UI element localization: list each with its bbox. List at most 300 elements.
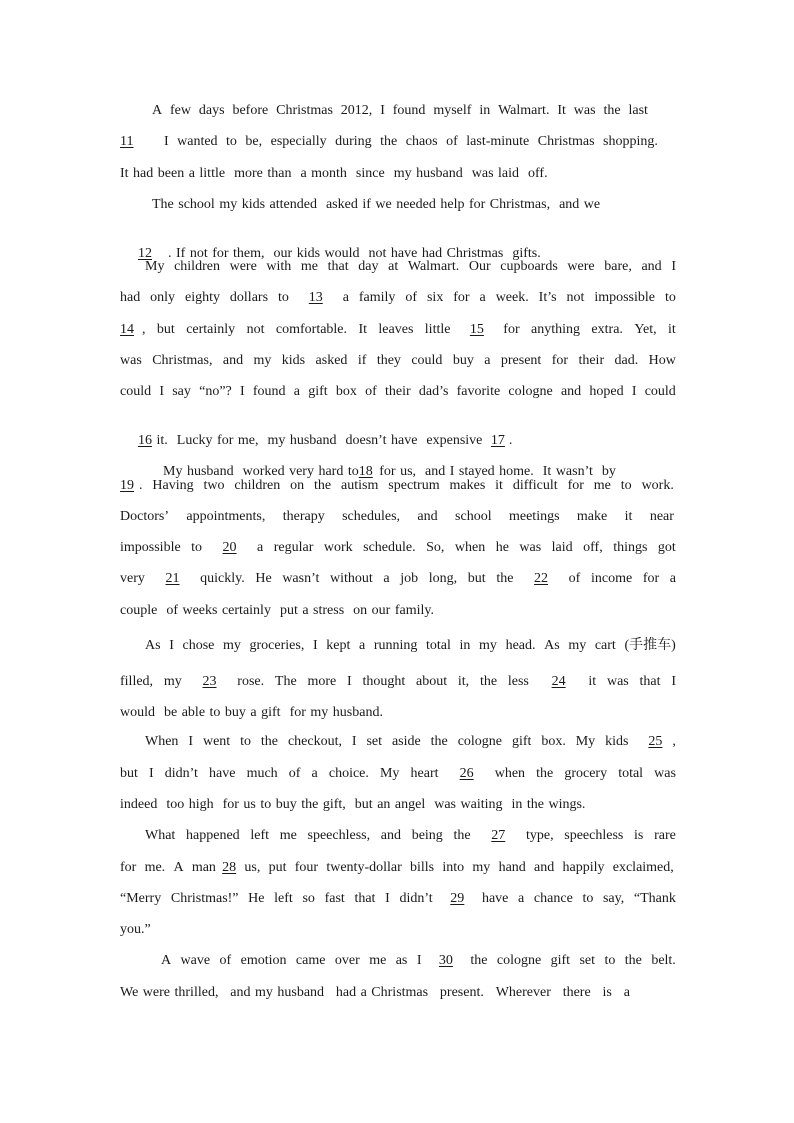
word: appointments, <box>186 509 266 524</box>
word: but <box>467 571 486 586</box>
word: kept <box>326 638 351 653</box>
word: could <box>120 384 152 399</box>
word: was <box>519 540 542 555</box>
blank-number: 21 <box>165 571 180 586</box>
blank-number: 22 <box>534 571 549 586</box>
word: could <box>411 353 443 368</box>
text-line <box>120 352 676 370</box>
word: “Thank <box>633 891 676 906</box>
word: more <box>307 674 337 689</box>
word: me <box>300 259 319 274</box>
word: dad’s <box>418 384 449 399</box>
blank-number: 28 <box>222 860 237 875</box>
word: the <box>430 734 448 749</box>
word: didn’t <box>164 766 198 781</box>
word: and <box>560 384 582 399</box>
word: (手推车) <box>624 638 676 653</box>
word: chaos <box>405 134 438 149</box>
word: total <box>426 638 451 653</box>
word: twenty-dollar <box>326 860 402 875</box>
word: my <box>223 638 241 653</box>
word: bare, <box>604 259 632 274</box>
word: head. <box>505 638 536 653</box>
word: near <box>649 509 674 524</box>
word: could <box>644 384 676 399</box>
word: the <box>314 478 332 493</box>
word: speechless, <box>307 828 371 843</box>
word: Christmas!” <box>170 891 239 906</box>
word: their <box>384 384 411 399</box>
word: into <box>442 860 465 875</box>
word: chance <box>533 891 573 906</box>
word: I <box>671 674 676 689</box>
word: I <box>239 384 245 399</box>
text-line <box>120 859 674 877</box>
word: my <box>472 860 491 875</box>
blank-number: 25 <box>648 734 663 749</box>
word: didn’t <box>399 891 433 906</box>
text-line <box>120 984 630 1002</box>
text-line <box>120 890 676 908</box>
word: of <box>446 134 458 149</box>
word: therapy <box>282 509 325 524</box>
word: six <box>426 290 444 305</box>
word: exclaimed, <box>612 860 674 875</box>
word: and <box>222 353 244 368</box>
word: found <box>392 103 426 118</box>
word: went <box>202 734 231 749</box>
word: rose. <box>237 674 265 689</box>
word: It <box>557 103 566 118</box>
word: were <box>229 259 257 274</box>
word: say, <box>602 891 625 906</box>
word: the <box>603 103 621 118</box>
word: is <box>602 985 612 1000</box>
blank-number: 18 <box>358 464 373 479</box>
sentence: My husband worked very hard to <box>163 464 359 479</box>
word: gift <box>550 953 571 968</box>
word: before <box>232 103 269 118</box>
word: in <box>459 638 471 653</box>
word: aside <box>391 734 421 749</box>
word: present. <box>439 985 484 1000</box>
word: have <box>481 891 509 906</box>
word: 2012, <box>340 103 373 118</box>
word: to <box>191 540 203 555</box>
word: How <box>648 353 676 368</box>
word: last-minute <box>466 134 530 149</box>
word: so <box>302 891 315 906</box>
word: a <box>484 353 491 368</box>
word: it <box>588 674 597 689</box>
word: I <box>188 734 194 749</box>
word: chose <box>182 638 215 653</box>
word: wave <box>180 953 211 968</box>
word: for <box>503 322 520 337</box>
punctuation: , <box>142 322 146 337</box>
word: gift <box>308 384 328 399</box>
word: shopping. <box>603 134 658 149</box>
word: Our <box>468 259 491 274</box>
word: belt. <box>651 953 676 968</box>
word: impossible <box>120 540 181 555</box>
word: comfortable. <box>275 322 348 337</box>
word: speechless <box>564 828 624 843</box>
word: thought <box>362 674 406 689</box>
word: left <box>250 828 270 843</box>
word: gift <box>511 734 532 749</box>
word: when <box>494 766 526 781</box>
word: of <box>568 571 581 586</box>
text-line <box>120 765 676 783</box>
word: is <box>634 828 644 843</box>
word: running <box>373 638 418 653</box>
word: leaves <box>378 322 414 337</box>
word: was <box>573 103 596 118</box>
word: “Merry <box>120 891 162 906</box>
word: man <box>191 860 216 875</box>
word: for <box>567 478 584 493</box>
word: kids <box>605 734 629 749</box>
text-line <box>145 258 676 276</box>
text-line <box>120 477 674 495</box>
word: was <box>606 674 629 689</box>
word: regular <box>273 540 314 555</box>
word: of <box>219 953 232 968</box>
word: I <box>380 103 385 118</box>
blank-number: 27 <box>491 828 506 843</box>
word: for <box>642 571 660 586</box>
blank-group <box>120 477 143 495</box>
word: The <box>274 674 297 689</box>
word: set <box>579 953 596 968</box>
word: the <box>624 953 642 968</box>
word: their <box>578 353 605 368</box>
word: Doctors’ <box>120 509 169 524</box>
word: it <box>495 478 503 493</box>
word: but <box>156 322 175 337</box>
word: last <box>628 103 648 118</box>
word: that <box>354 891 376 906</box>
word: being <box>411 828 443 843</box>
word: me <box>279 828 297 843</box>
word: say <box>172 384 191 399</box>
text-line <box>161 952 676 970</box>
word: and <box>417 509 438 524</box>
word: dollars <box>229 290 269 305</box>
word: Christmas, <box>152 353 213 368</box>
word: laid <box>551 540 573 555</box>
word: me <box>593 478 611 493</box>
word: the <box>479 674 498 689</box>
word: long, <box>428 571 458 586</box>
word: Christmas <box>537 134 595 149</box>
word: my <box>253 353 272 368</box>
word: as <box>395 953 408 968</box>
word: few <box>170 103 192 118</box>
word: a <box>342 290 349 305</box>
word: over <box>334 953 360 968</box>
word: of <box>288 766 301 781</box>
text-line <box>145 827 676 845</box>
word: to <box>277 290 289 305</box>
word: fast <box>324 891 345 906</box>
word: anything <box>531 322 581 337</box>
word: hoped <box>589 384 624 399</box>
word: for <box>120 860 137 875</box>
word: it <box>668 322 676 337</box>
word: box. <box>541 734 566 749</box>
word: When <box>145 734 179 749</box>
text-line <box>152 102 648 120</box>
word: to <box>240 734 251 749</box>
word: it <box>624 509 633 524</box>
word: rare <box>654 828 676 843</box>
word: cologne <box>508 384 553 399</box>
blank-number: 23 <box>202 674 217 689</box>
blank-number: 12 <box>138 246 152 261</box>
word: work <box>323 540 353 555</box>
word: got <box>657 540 676 555</box>
word: to <box>582 891 594 906</box>
word: to <box>620 478 632 493</box>
word: My <box>575 734 596 749</box>
word: cart <box>594 638 616 653</box>
word: I <box>159 384 164 399</box>
word: certainly <box>186 322 236 337</box>
text-line <box>120 321 676 339</box>
blank-number: 30 <box>438 953 453 968</box>
text-line <box>120 673 676 691</box>
word: schedules, <box>342 509 401 524</box>
punctuation: , <box>672 734 676 749</box>
word: “no”? <box>199 384 232 399</box>
word: filled, <box>120 674 154 689</box>
text-line <box>145 637 676 655</box>
word: little <box>424 322 451 337</box>
word: A <box>152 103 163 118</box>
text-line: It had been a little more than a month since my husband was laid off. <box>120 166 548 181</box>
word: of <box>405 290 418 305</box>
word: Yet, <box>634 322 657 337</box>
word: when <box>454 540 486 555</box>
word: Wherever <box>495 985 551 1000</box>
word: I <box>148 766 154 781</box>
blank-number: 24 <box>551 674 566 689</box>
word: me <box>369 953 387 968</box>
word: only <box>150 290 176 305</box>
word: type, <box>525 828 554 843</box>
word: work. <box>641 478 674 493</box>
blank-number: 15 <box>469 322 484 337</box>
text-line <box>120 539 676 557</box>
word: checkout, <box>287 734 342 749</box>
word: be, <box>245 134 263 149</box>
word: and my husband <box>230 985 325 1000</box>
word: I <box>671 259 676 274</box>
word: he <box>495 540 509 555</box>
word: without <box>330 571 373 586</box>
word: that <box>327 259 349 274</box>
word: bills <box>410 860 435 875</box>
word: a <box>479 290 486 305</box>
word: asked <box>315 353 348 368</box>
word: for <box>453 290 470 305</box>
word: of <box>365 384 377 399</box>
word: a <box>257 540 264 555</box>
blank-number: 14 <box>120 322 134 337</box>
word: to <box>664 290 676 305</box>
word: cologne <box>457 734 503 749</box>
word: I <box>416 953 422 968</box>
text-line <box>145 733 676 751</box>
blank-group <box>120 321 146 339</box>
word: a <box>669 571 676 586</box>
word: day <box>358 259 379 274</box>
word: my <box>568 638 587 653</box>
word: the <box>470 953 488 968</box>
word: if <box>357 353 367 368</box>
word: a <box>383 571 390 586</box>
word: four <box>294 860 319 875</box>
word: choice. <box>328 766 369 781</box>
word: set <box>366 734 383 749</box>
word: groceries, <box>249 638 305 653</box>
text-line <box>120 570 676 588</box>
word: He <box>248 891 265 906</box>
word: children <box>234 478 281 493</box>
text-line: couple of weeks certainly put a stress on our family. <box>120 603 434 618</box>
word: wasn’t <box>282 571 320 586</box>
word: I <box>351 734 357 749</box>
word: in <box>479 103 491 118</box>
word: a <box>358 638 366 653</box>
word: my <box>163 674 182 689</box>
punctuation: . <box>508 433 513 448</box>
word: there <box>562 985 591 1000</box>
blank-group <box>638 733 676 751</box>
word: had a Christmas <box>335 985 429 1000</box>
word: found <box>252 384 286 399</box>
blank-number: 17 <box>490 433 505 448</box>
word: and <box>380 828 401 843</box>
word: extra. <box>591 322 623 337</box>
word: myself <box>433 103 472 118</box>
word: Walmart. <box>498 103 550 118</box>
word: income <box>590 571 633 586</box>
word: Walmart. <box>407 259 460 274</box>
word: emotion <box>240 953 287 968</box>
word: the <box>536 766 554 781</box>
word: cupboards <box>500 259 558 274</box>
text-line <box>120 383 676 401</box>
text-line <box>120 133 658 151</box>
word: especially <box>270 134 327 149</box>
word: favorite <box>456 384 501 399</box>
word: the <box>260 734 279 749</box>
word: had <box>120 290 141 305</box>
word: wanted <box>177 134 218 149</box>
text-line <box>120 289 676 307</box>
word: my <box>479 638 497 653</box>
word: As <box>145 638 161 653</box>
word: happened <box>186 828 240 843</box>
word: the <box>453 828 471 843</box>
word: and <box>534 860 555 875</box>
word: Christmas <box>276 103 333 118</box>
word: eighty <box>184 290 220 305</box>
word: were <box>567 259 595 274</box>
word: job <box>400 571 419 586</box>
word: much <box>246 766 278 781</box>
word: two <box>203 478 225 493</box>
word: My <box>145 259 165 274</box>
word: I <box>169 638 174 653</box>
word: I <box>346 674 352 689</box>
word: He <box>255 571 272 586</box>
word: grocery <box>564 766 608 781</box>
blank-number: 16 <box>138 433 152 448</box>
word: impossible <box>594 290 655 305</box>
word: about <box>416 674 448 689</box>
word: makes <box>449 478 486 493</box>
word: very <box>120 571 145 586</box>
word: a <box>623 985 630 1000</box>
word: things <box>613 540 648 555</box>
word: to <box>226 134 237 149</box>
word: A <box>173 860 184 875</box>
word: school <box>455 509 492 524</box>
word: kids <box>281 353 306 368</box>
word: quickly. <box>200 571 245 586</box>
word: schedule. <box>363 540 416 555</box>
word: So, <box>426 540 445 555</box>
word: Having <box>152 478 194 493</box>
blank-number: 11 <box>120 134 134 149</box>
word: me. <box>144 860 166 875</box>
blank-number: 29 <box>450 891 465 906</box>
word: off, <box>583 540 603 555</box>
word: children <box>174 259 220 274</box>
word: but <box>120 766 138 781</box>
word: days <box>198 103 225 118</box>
word: they <box>376 353 401 368</box>
text-line: The school my kids attended asked if we needed help for Christmas, and we <box>152 197 601 212</box>
word: autism <box>341 478 379 493</box>
word: meetings <box>508 509 560 524</box>
punctuation: . <box>139 478 143 493</box>
word: I <box>385 891 390 906</box>
text-line: would be able to buy a gift for my husband. <box>120 705 383 720</box>
word: put <box>268 860 287 875</box>
word: We were thrilled, <box>120 985 219 1000</box>
word: left <box>274 891 293 906</box>
word: a <box>518 891 525 906</box>
word: less <box>507 674 529 689</box>
word: heart <box>410 766 439 781</box>
word: difficult <box>512 478 558 493</box>
word: us, <box>244 860 261 875</box>
word: I <box>631 384 637 399</box>
text-line: indeed too high for us to buy the gift, but an angel was waiting in the wings. <box>120 797 586 812</box>
word: It’s <box>538 290 557 305</box>
word: not <box>566 290 585 305</box>
word: What <box>145 828 176 843</box>
word: As <box>544 638 560 653</box>
word: a <box>311 766 318 781</box>
word: My <box>379 766 400 781</box>
word: was <box>120 353 142 368</box>
